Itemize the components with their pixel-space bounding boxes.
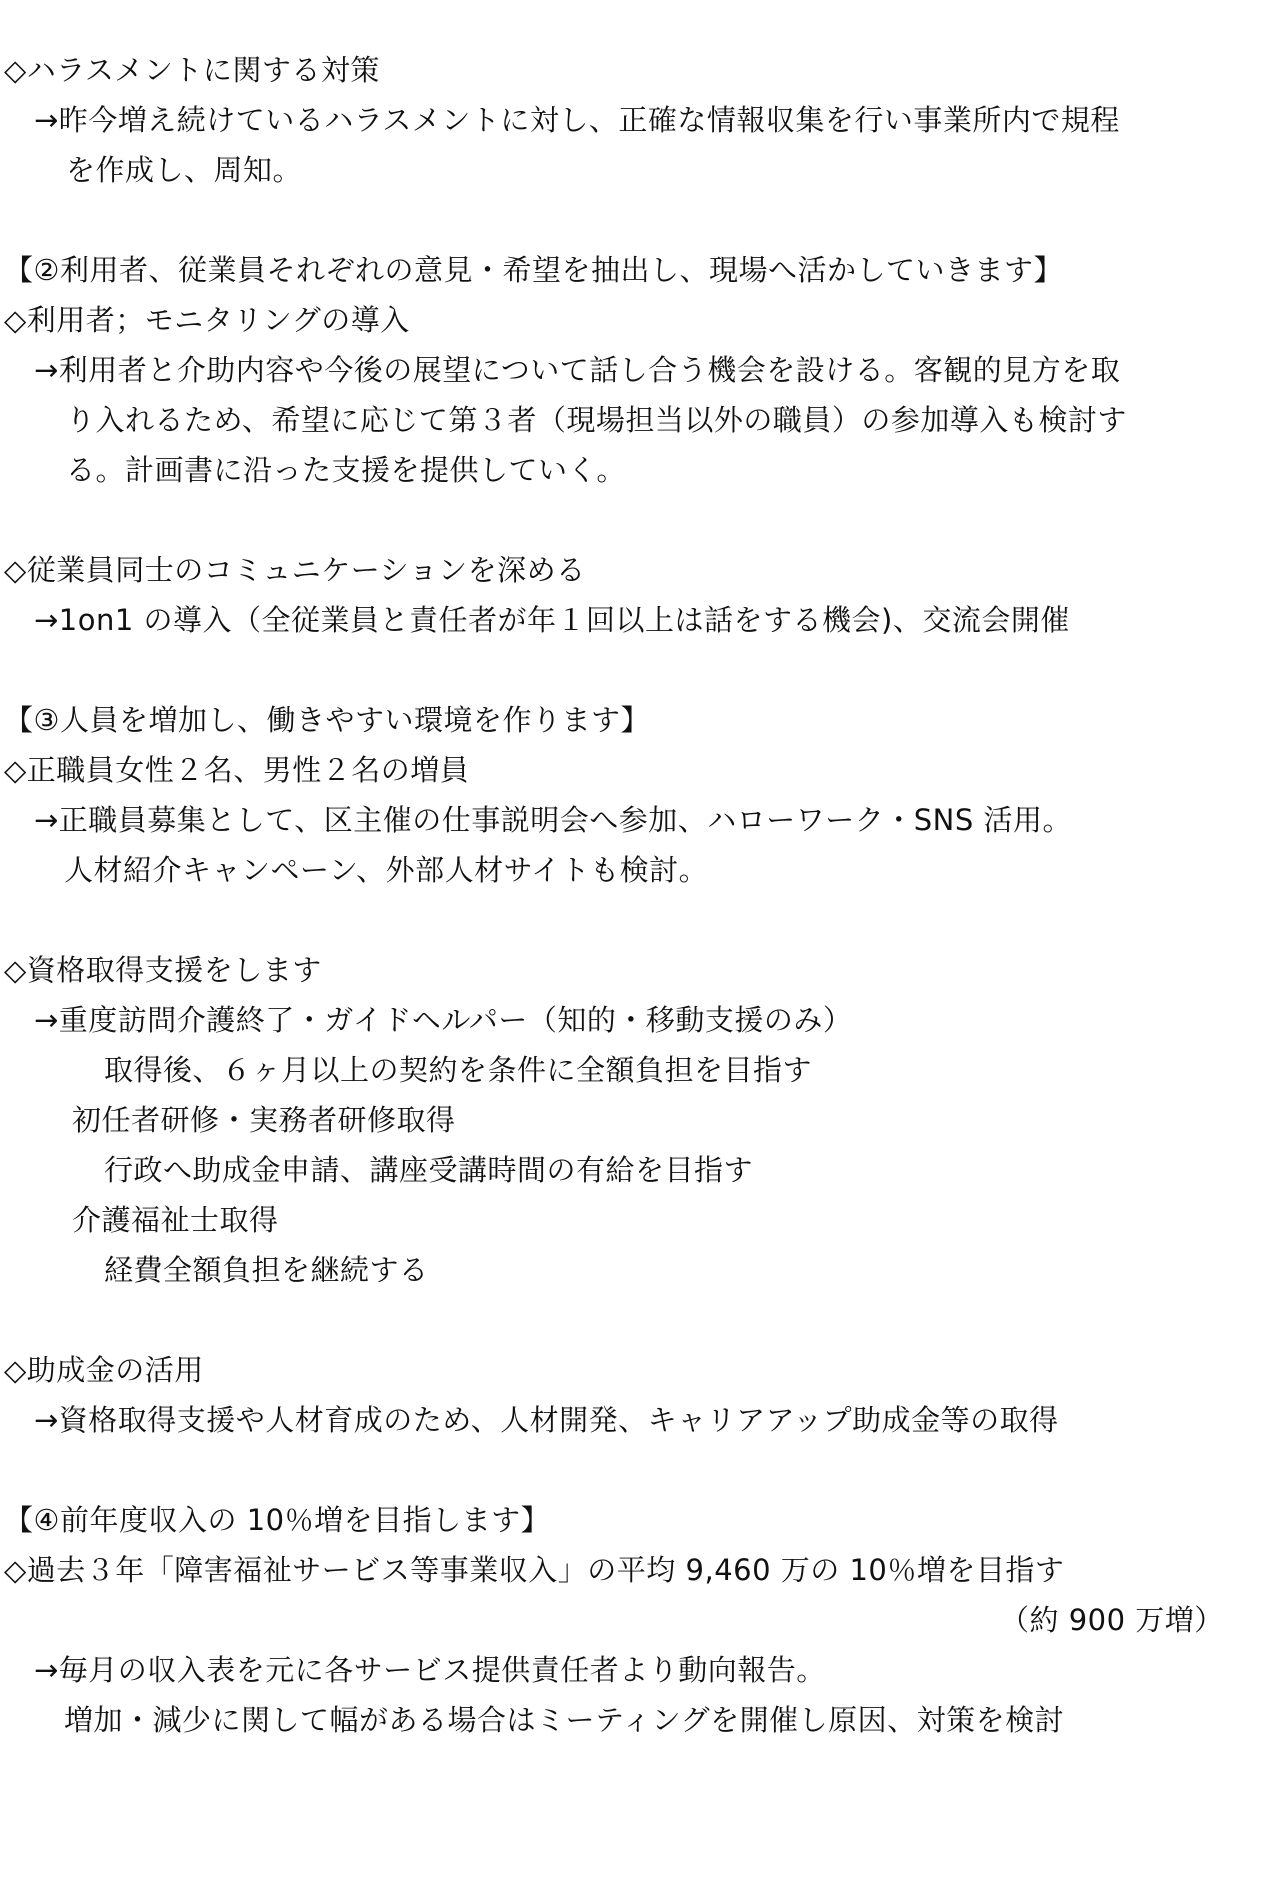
text-line: を作成し、周知。 bbox=[66, 153, 303, 187]
text-line: →毎月の収入表を元に各サービス提供責任者より動向報告。 bbox=[34, 1653, 826, 1687]
heading-communication: ◇従業員同士のコミュニケーションを深める bbox=[4, 553, 586, 587]
heading-qualification: ◇資格取得支援をします bbox=[4, 953, 322, 987]
text-line: →正職員募集として、区主催の仕事説明会へ参加、ハローワーク・SNS 活用。 bbox=[34, 803, 1072, 837]
text-line: り入れるため、希望に応じて第３者（現場担当以外の職員）の参加導入も検討す bbox=[66, 403, 1127, 437]
heading-subsidy: ◇助成金の活用 bbox=[4, 1353, 204, 1387]
text-line: 人材紹介キャンペーン、外部人材サイトも検討。 bbox=[64, 853, 709, 887]
text-line: 取得後、６ヶ月以上の契約を条件に全額負担を目指す bbox=[104, 1053, 813, 1087]
heading-harassment: ◇ハラスメントに関する対策 bbox=[4, 53, 380, 87]
text-line: →資格取得支援や人材育成のため、人材開発、キャリアアップ助成金等の取得 bbox=[34, 1403, 1059, 1437]
section-heading-4: 【④前年度収入の 10％増を目指します】 bbox=[4, 1503, 551, 1537]
text-line: 増加・減少に関して幅がある場合はミーティングを開催し原因、対策を検討 bbox=[64, 1703, 1065, 1737]
text-line: →昨今増え続けているハラスメントに対し、正確な情報収集を行い事業所内で規程 bbox=[34, 103, 1120, 137]
text-line: る。計画書に沿った支援を提供していく。 bbox=[66, 453, 626, 487]
text-line: 経費全額負担を継続する bbox=[104, 1253, 429, 1287]
section-heading-2: 【②利用者、従業員それぞれの意見・希望を抽出し、現場へ活かしていきます】 bbox=[4, 253, 1063, 287]
heading-revenue: ◇過去３年「障害福祉サービス等事業収入」の平均 9,460 万の 10％増を目指す bbox=[4, 1553, 1065, 1587]
text-line: 介護福祉士取得 bbox=[72, 1203, 279, 1237]
text-line: →1on1 の導入（全従業員と責任者が年１回以上は話をする機会)、交流会開催 bbox=[34, 603, 1070, 637]
text-line: →重度訪問介護終了・ガイドヘルパー（知的・移動支援のみ） bbox=[34, 1003, 853, 1037]
section-heading-3: 【③人員を増加し、働きやすい環境を作ります】 bbox=[4, 703, 650, 737]
text-line: →利用者と介助内容や今後の展望について話し合う機会を設ける。客観的見方を取 bbox=[34, 353, 1121, 387]
text-line: （約 900 万増） bbox=[1000, 1603, 1224, 1637]
text-line: 初任者研修・実務者研修取得 bbox=[72, 1103, 456, 1137]
heading-monitoring: ◇利用者；モニタリングの導入 bbox=[4, 303, 410, 337]
text-line: 行政へ助成金申請、講座受講時間の有給を目指す bbox=[104, 1153, 754, 1187]
heading-staff-increase: ◇正職員女性２名、男性２名の増員 bbox=[4, 753, 470, 787]
